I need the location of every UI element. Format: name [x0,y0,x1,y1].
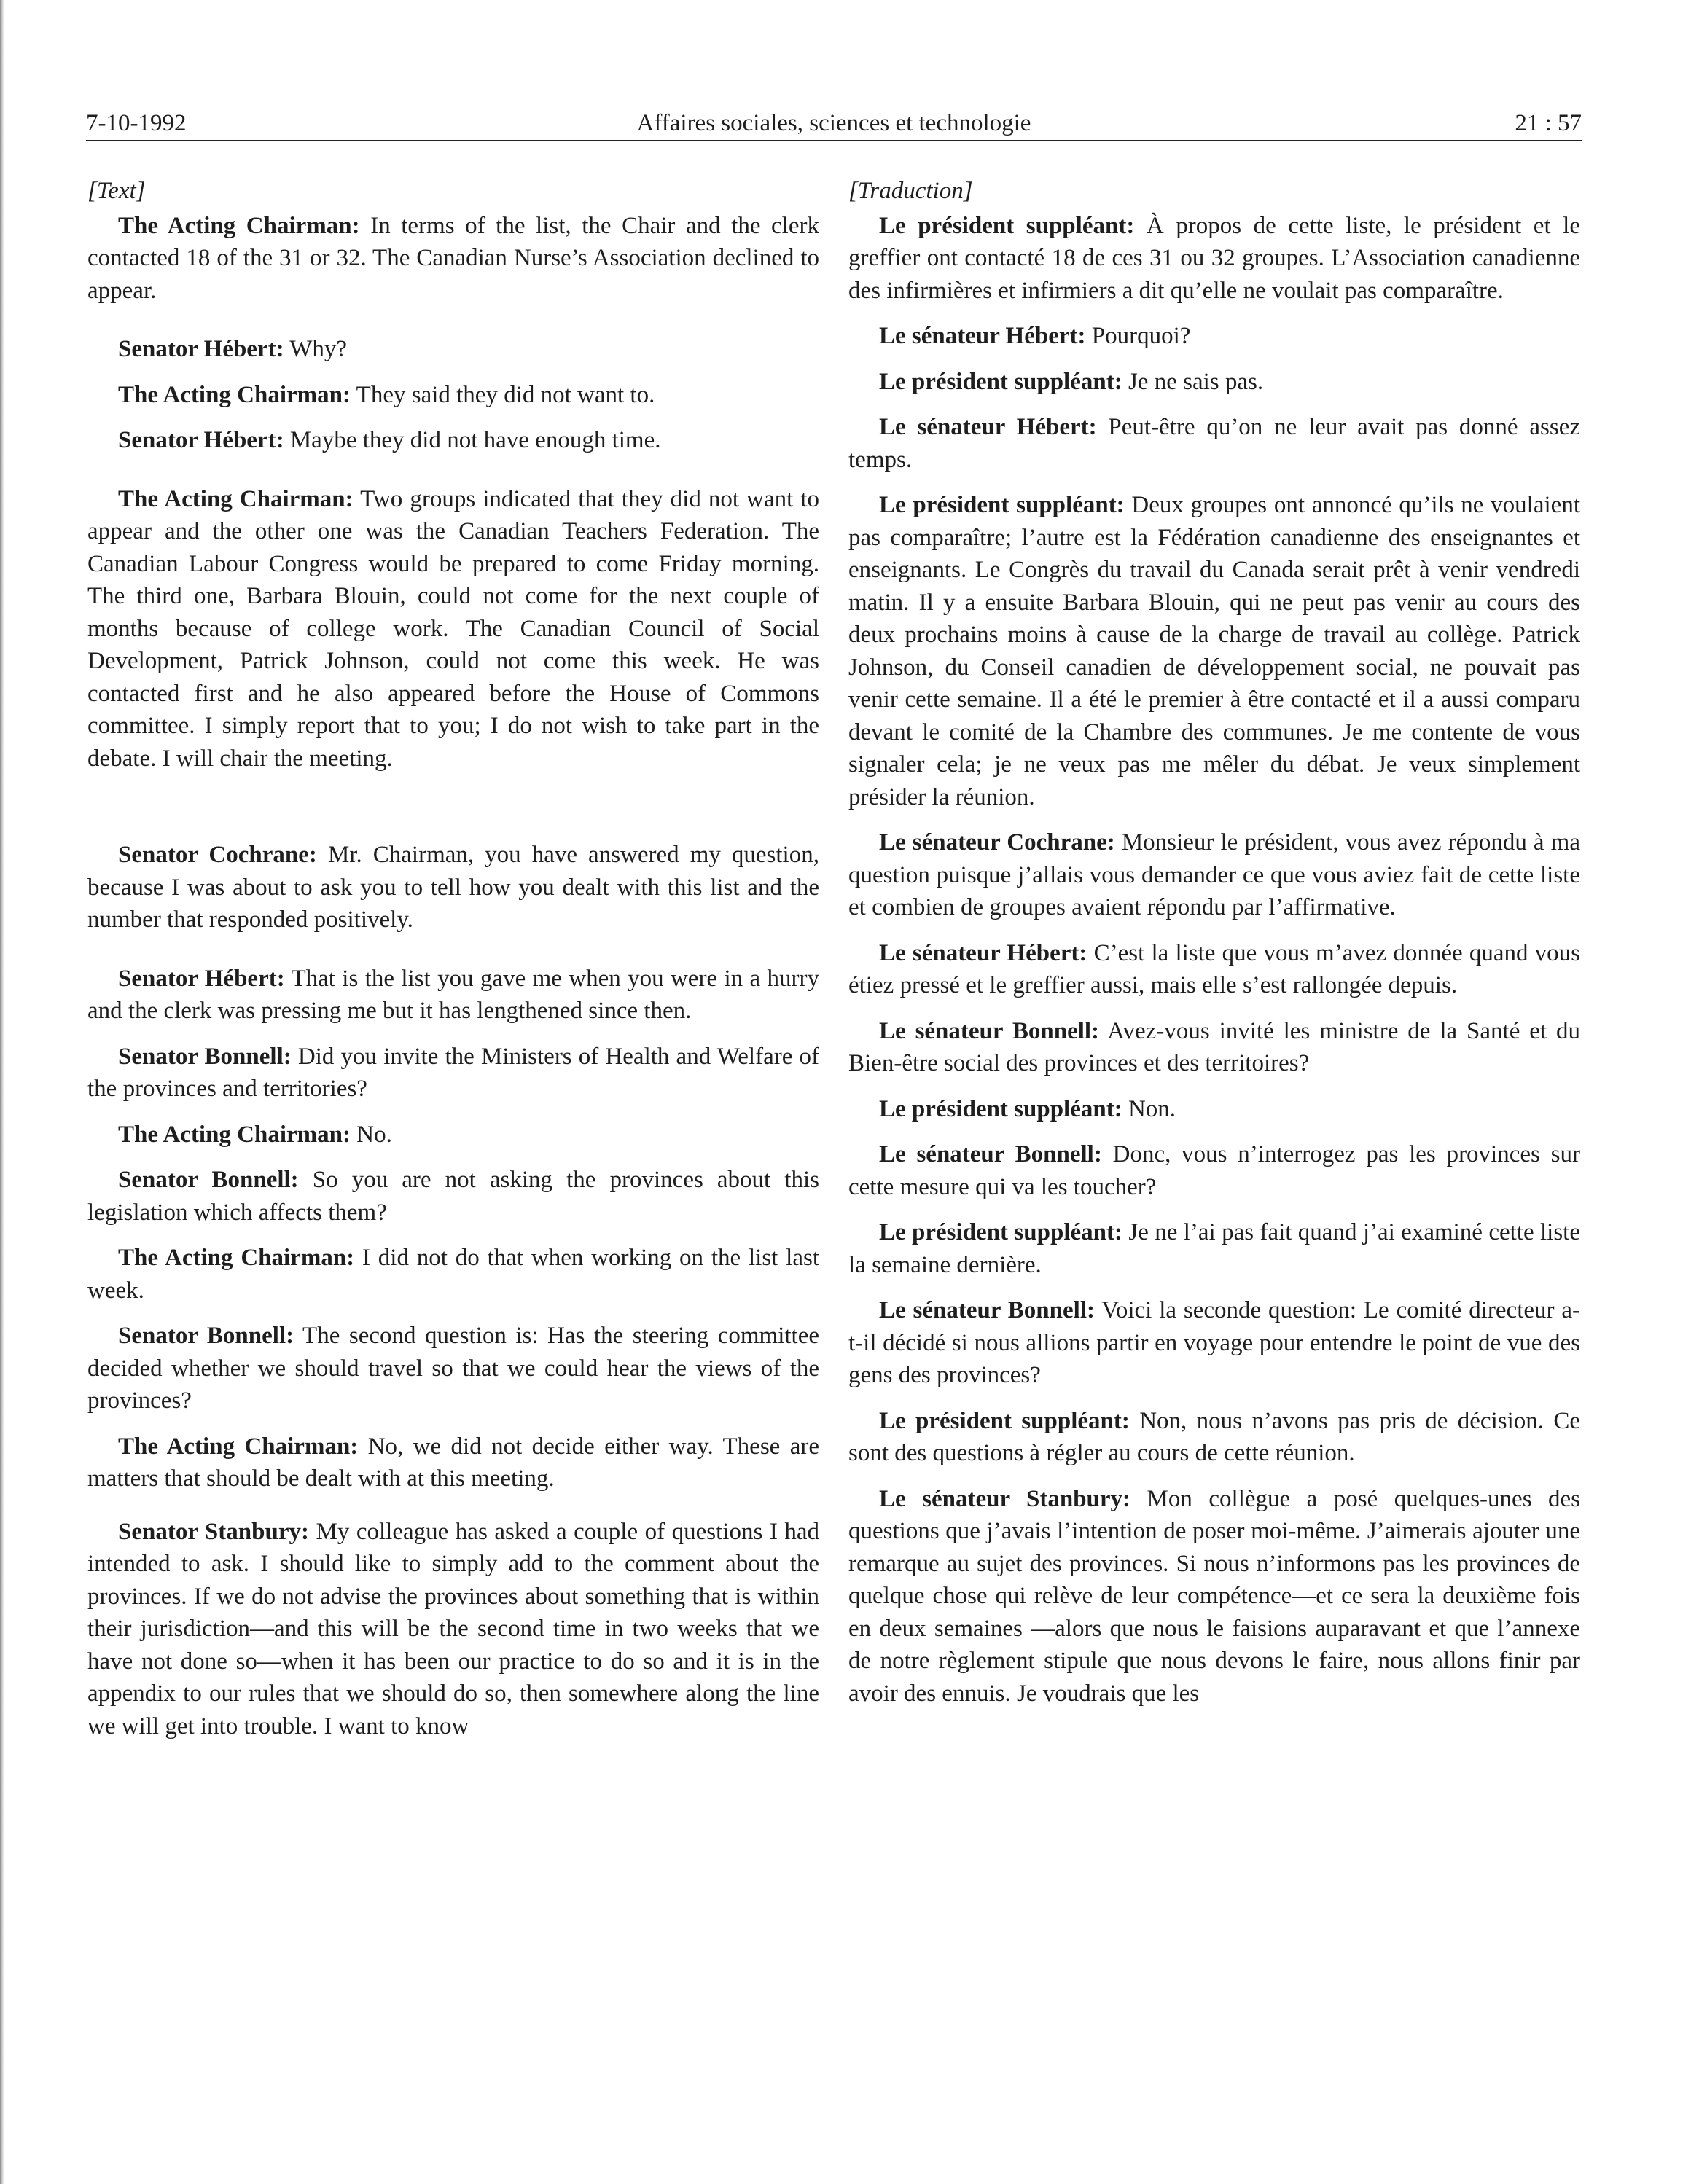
speech-text: No. [351,1121,392,1148]
speech-text: Peut-être qu’on ne leur avait pas donné assez temps. [848,414,1580,473]
speech-text: Je ne sais pas. [1122,368,1264,395]
speech-text: À propos de cette liste, le président et le greffier ont contacté 18 de ces 31 ou 32 groupes. L’Association canadienne des infirmières et infirmiers a dit qu’elle ne voulait pas comparaître. [848,212,1580,304]
speech-text: Je ne l’ai pas fait quand j’ai examiné cette liste la semaine dernière. [848,1219,1580,1278]
paragraph [87,1164,819,1229]
speech-text: Non, nous n’avons pas pris de décision. Ce sont des questions à régler au cours de cette réunion. [848,1407,1580,1466]
paragraph [848,937,1580,1002]
header-page-number: 21 : 57 [1515,110,1582,136]
french-column [848,175,1580,1723]
speaker-name: Le président suppléant: [879,1219,1122,1245]
speaker-name: Le sénateur Hébert: [879,939,1087,966]
paragraph [848,826,1580,924]
speech-text: They said they did not want to. [351,381,655,408]
paragraph [87,483,819,775]
speaker-name: The Acting Chairman: [118,485,354,512]
speech-text: Deux groupes ont annoncé qu’ils ne voulaient pas comparaître; l’autre est la Fédération canadienne des enseignantes et enseignants. Le Congrès du travail du Canada serait prêt à venir vendredi matin. Il y a ensuite Barbara Blouin, qui ne peut pas venir au cours des deux prochains moins à cause de la charge de travail au collège. Patrick Johnson, du Conseil canadien de développement social, ne pouvait pas venir cette semaine. Il a été le premier à être contacté et il a aussi comparu devant le comité de la Chambre des communes. Je me contente de vous signaler cela; je ne veux pas me mêler du débat. Je veux simplement présider la réunion. [848,492,1580,810]
paragraph [87,839,819,936]
speaker-name: Le sénateur Hébert: [879,323,1086,349]
speaker-name: The Acting Chairman: [118,1121,351,1148]
page-edge-shadow [0,0,4,2184]
speaker-name: Le président suppléant: [879,1095,1122,1122]
speaker-name: Le président suppléant: [879,368,1122,395]
speech-text: Non. [1122,1095,1176,1122]
paragraph [87,1119,819,1151]
speech-text: C’est la liste que vous m’avez donnée quand vous étiez pressé et le greffier aussi, mais elle s’est rallongée depuis. [848,939,1581,998]
speech-text: Mr. Chairman, you have answered my question, because I was about to ask you to tell how you dealt with this list and the number that responded positively. [87,842,819,933]
paragraph [848,1483,1580,1710]
paragraph [87,1041,819,1105]
speech-text: Voici la seconde question: Le comité directeur a-t-il décidé si nous allions partir en voyage pour entendre le point de vue des gens des provinces? [848,1297,1581,1388]
paragraph [87,424,819,457]
speech-text: That is the list you gave me when you were in a hurry and the clerk was pressing me but it has lengthened since then. [87,965,819,1024]
language-tag: [Text] [87,178,146,204]
speaker-name: Le président suppléant: [879,492,1125,518]
paragraph [87,963,819,1028]
speaker-name: Le président suppléant: [879,1407,1130,1434]
paragraph [848,411,1580,476]
header-date: 7-10-1992 [86,110,187,136]
speaker-name: Senator Bonnell: [118,1167,299,1193]
speaker-name: The Acting Chairman: [118,1245,355,1271]
paragraph [848,1093,1580,1126]
paragraph [848,1216,1580,1281]
speaker-name: The Acting Chairman: [118,1433,359,1460]
speech-text: Donc, vous n’interrogez pas les provinces sur cette mesure qui va les toucher? [848,1141,1580,1200]
speaker-name: Le sénateur Bonnell: [879,1141,1102,1167]
speech-text: Did you invite the Ministers of Health and Welfare of the provinces and territories? [87,1043,819,1102]
speaker-name: Le sénateur Bonnell: [879,1297,1095,1323]
paragraph [87,1242,819,1307]
paragraph [87,1320,819,1417]
speech-text: No, we did not decide either way. These are matters that should be dealt with at this meeting. [87,1433,819,1492]
paragraph [848,366,1580,399]
speech-text: Avez-vous invité les ministre de la Santé et du Bien-être social des provinces et des territoires? [848,1017,1580,1076]
speech-text: The second question is: Has the steering committee decided whether we should travel so that we could hear the views of the provinces? [87,1323,819,1414]
speaker-name: The Acting Chairman: [118,212,360,239]
paragraph [848,1294,1580,1392]
speaker-name: Le sénateur Hébert: [879,414,1097,440]
page-header [86,103,1582,141]
speaker-name: Senator Stanbury: [118,1518,309,1545]
speaker-name: Le sénateur Cochrane: [879,829,1115,856]
paragraph [87,1430,819,1495]
english-column [87,175,819,1756]
speaker-name: Senator Bonnell: [118,1043,292,1070]
speech-text: In terms of the list, the Chair and the clerk contacted 18 of the 31 or 32. The Canadian Nurse’s Association declined to appear. [87,212,819,304]
speaker-name: Senator Hébert: [118,965,285,992]
speaker-name: Senator Cochrane: [118,842,317,868]
speaker-name: Senator Hébert: [118,427,284,453]
speaker-name: The Acting Chairman: [118,381,351,408]
speech-text: Pourquoi? [1085,323,1191,349]
speech-text: So you are not asking the provinces about this legislation which affects them? [87,1167,819,1226]
paragraph [848,210,1580,308]
speaker-name: Le président suppléant: [879,212,1135,239]
speech-text: Mon collègue a posé quelques-unes des questions que j’avais l’intention de poser moi-même. J’aimerais ajouter une remarque au sujet des provinces. Si nous n’informons pas les provinces de quelque chose qui relève de leur compétence—et ce sera la deuxième fois en deux semaines —alors que nous le faisions auparavant et que l’annexe de notre règlement stipule que nous devons le faire, nous allons finir par avoir des ennuis. Je voudrais que les [848,1485,1581,1707]
speech-text: Monsieur le président, vous avez répondu à ma question puisque j’allais vous demander ce que vous aviez fait de cette liste et combien de groupes avaient répondu par l’affirmative. [848,829,1580,920]
language-tag: [Traduction] [848,178,973,204]
speaker-name: Le sénateur Stanbury: [879,1485,1131,1512]
speech-text: I did not do that when working on the list last week. [87,1245,819,1304]
paragraph [848,1015,1580,1080]
speaker-name: Senator Hébert: [118,336,284,362]
speaker-name: Senator Bonnell: [118,1323,294,1349]
header-title: Affaires sociales, sciences et technologie [636,110,1031,136]
paragraph [848,1405,1580,1470]
speech-text: My colleague has asked a couple of questions I had intended to ask. I should like to simply add to the comment about the provinces. If we do not advise the provinces about something that is within their jurisdiction—and this will be the second time in two weeks that we have not done so—when it has been our practice to do so and it is in the appendix to our rules that we should do so, then somewhere along the line we will get into trouble. I want to know [87,1518,820,1739]
paragraph [848,1138,1580,1203]
speech-text: Two groups indicated that they did not want to appear and the other one was the Canadian Teachers Federation. The Canadian Labour Congress would be prepared to come Friday morning. The third one, Barbara Blouin, could not come for the next couple of months because of college work. The Canadian Council of Social Development, Patrick Johnson, could not come this week. He was contacted first and he also appeared before the House of Commons committee. I simply report that to you; I do not wish to take part in the debate. I will chair the meeting. [87,485,819,772]
paragraph [87,1516,819,1743]
paragraph [848,320,1580,353]
speaker-name: Le sénateur Bonnell: [879,1017,1100,1044]
speech-text: Maybe they did not have enough time. [284,427,661,453]
paragraph [87,333,819,366]
paragraph [848,489,1580,813]
paragraph [87,379,819,412]
paragraph [87,210,819,308]
speech-text: Why? [284,336,348,362]
